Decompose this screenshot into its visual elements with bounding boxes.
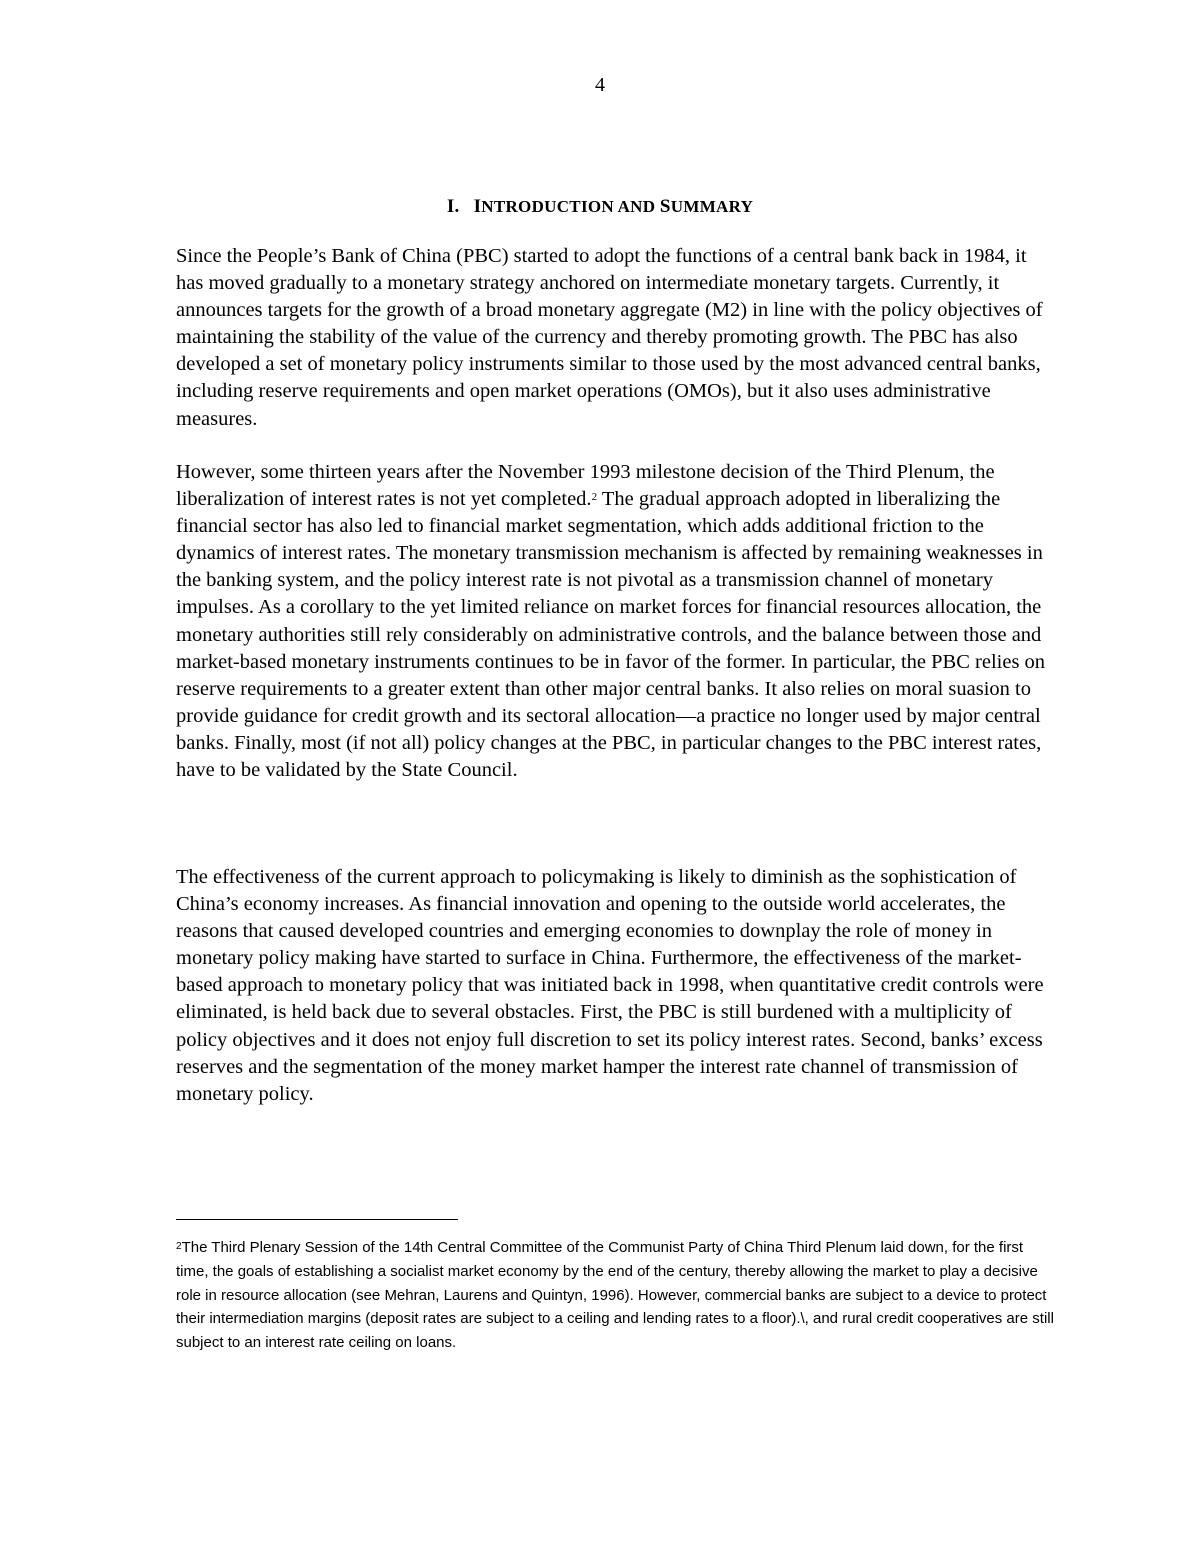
footnote-reference[interactable]: 2 (591, 491, 598, 504)
heading-initial-2: S (659, 196, 671, 217)
heading-word-2: UMMARY (670, 197, 754, 216)
paragraph-text: The effectiveness of the current approach to policymaking is likely to diminish as the sophistication of China’s economy increases. As financial innovation and opening to the outside world accelerates, the reasons that caused developed countries and emerging economies to downplay the role of money in monetary policy making have started to surface in China. Furthermore, the effectiveness of the market-based approach to monetary policy that was initiated back in 1998, when quantitative credit controls were eliminated, is held back due to several obstacles. First, the PBC is still burdened with a multiplicity of policy objectives and it does not enjoy full discretion to set its policy interest rates. Second, banks’ excess reserves and the segmentation of the money market hamper the interest rate channel of transmission of monetary policy. (176, 866, 1044, 1105)
paragraph-2 (176, 459, 1046, 784)
paragraph-text (176, 459, 1046, 784)
footnote-text (176, 1236, 1056, 1355)
paragraph-text-after-note: The gradual approach adopted in liberalizing the financial sector has also led to financial market segmentation, which adds additional friction to the dynamics of interest rates. The monetary transmission mechanism is affected by remaining weaknesses in the banking system, and the policy interest rate is not pivotal as a transmission channel of monetary impulses. As a corollary to the yet limited reliance on market forces for financial resources allocation, the monetary authorities still rely considerably on administrative controls, and the balance between those and market-based monetary instruments continues to be in favor of the former. In particular, the PBC relies on reserve requirements to a greater extent than other major central banks. It also relies on moral suasion to provide guidance for credit growth and its sectoral allocation—a practice no longer used by major central banks. Finally, most (if not all) policy changes at the PBC, in particular changes to the PBC interest rates, have to be validated by the State Council. (176, 488, 1046, 782)
footnote (176, 1236, 1056, 1355)
page-number: 4 (595, 74, 605, 96)
section-number: I. (446, 196, 460, 217)
heading-initial-1: I (473, 196, 482, 217)
paragraph-3 (176, 864, 1046, 1108)
paragraph-text: Since the People’s Bank of China (PBC) started to adopt the functions of a central bank back in 1984, it has moved gradually to a monetary strategy anchored on intermediate monetary targets. Currently, it announces targets for the growth of a broad monetary aggregate (M2) in line with the policy objectives of maintaining the stability of the value of the currency and thereby promoting growth. The PBC has also developed a set of monetary policy instruments similar to those used by the most advanced central banks, including reserve requirements and open market operations (OMOs), but it also uses administrative measures. (176, 245, 1043, 430)
section-heading (0, 196, 1200, 218)
heading-word-1: NTRODUCTION (481, 197, 614, 216)
footnote-body: The Third Plenary Session of the 14th Central Committee of the Communist Party of China Third Plenum laid down, for the first time, the goals of establishing a socialist market economy by the end of the century, thereby allowing the market to play a decisive role in resource allocation (see Mehran, Laurens and Quintyn, 1996). However, commercial banks are subject to a device to protect their intermediation margins (deposit rates are subject to a ceiling and lending rates to a floor).\, and rural credit cooperatives are still subject to an interest rate ceiling on loans. (176, 1239, 1054, 1352)
paragraph-text-before-note: However, some thirteen years after the November 1993 milestone decision of the Third Plenum, the liberalization of interest rates is not yet completed. (176, 461, 995, 511)
footnote-mark: 2 (176, 1241, 182, 1252)
heading-word-and: AND (617, 197, 656, 216)
footnote-separator (176, 1219, 458, 1220)
paragraph-1 (176, 243, 1046, 433)
